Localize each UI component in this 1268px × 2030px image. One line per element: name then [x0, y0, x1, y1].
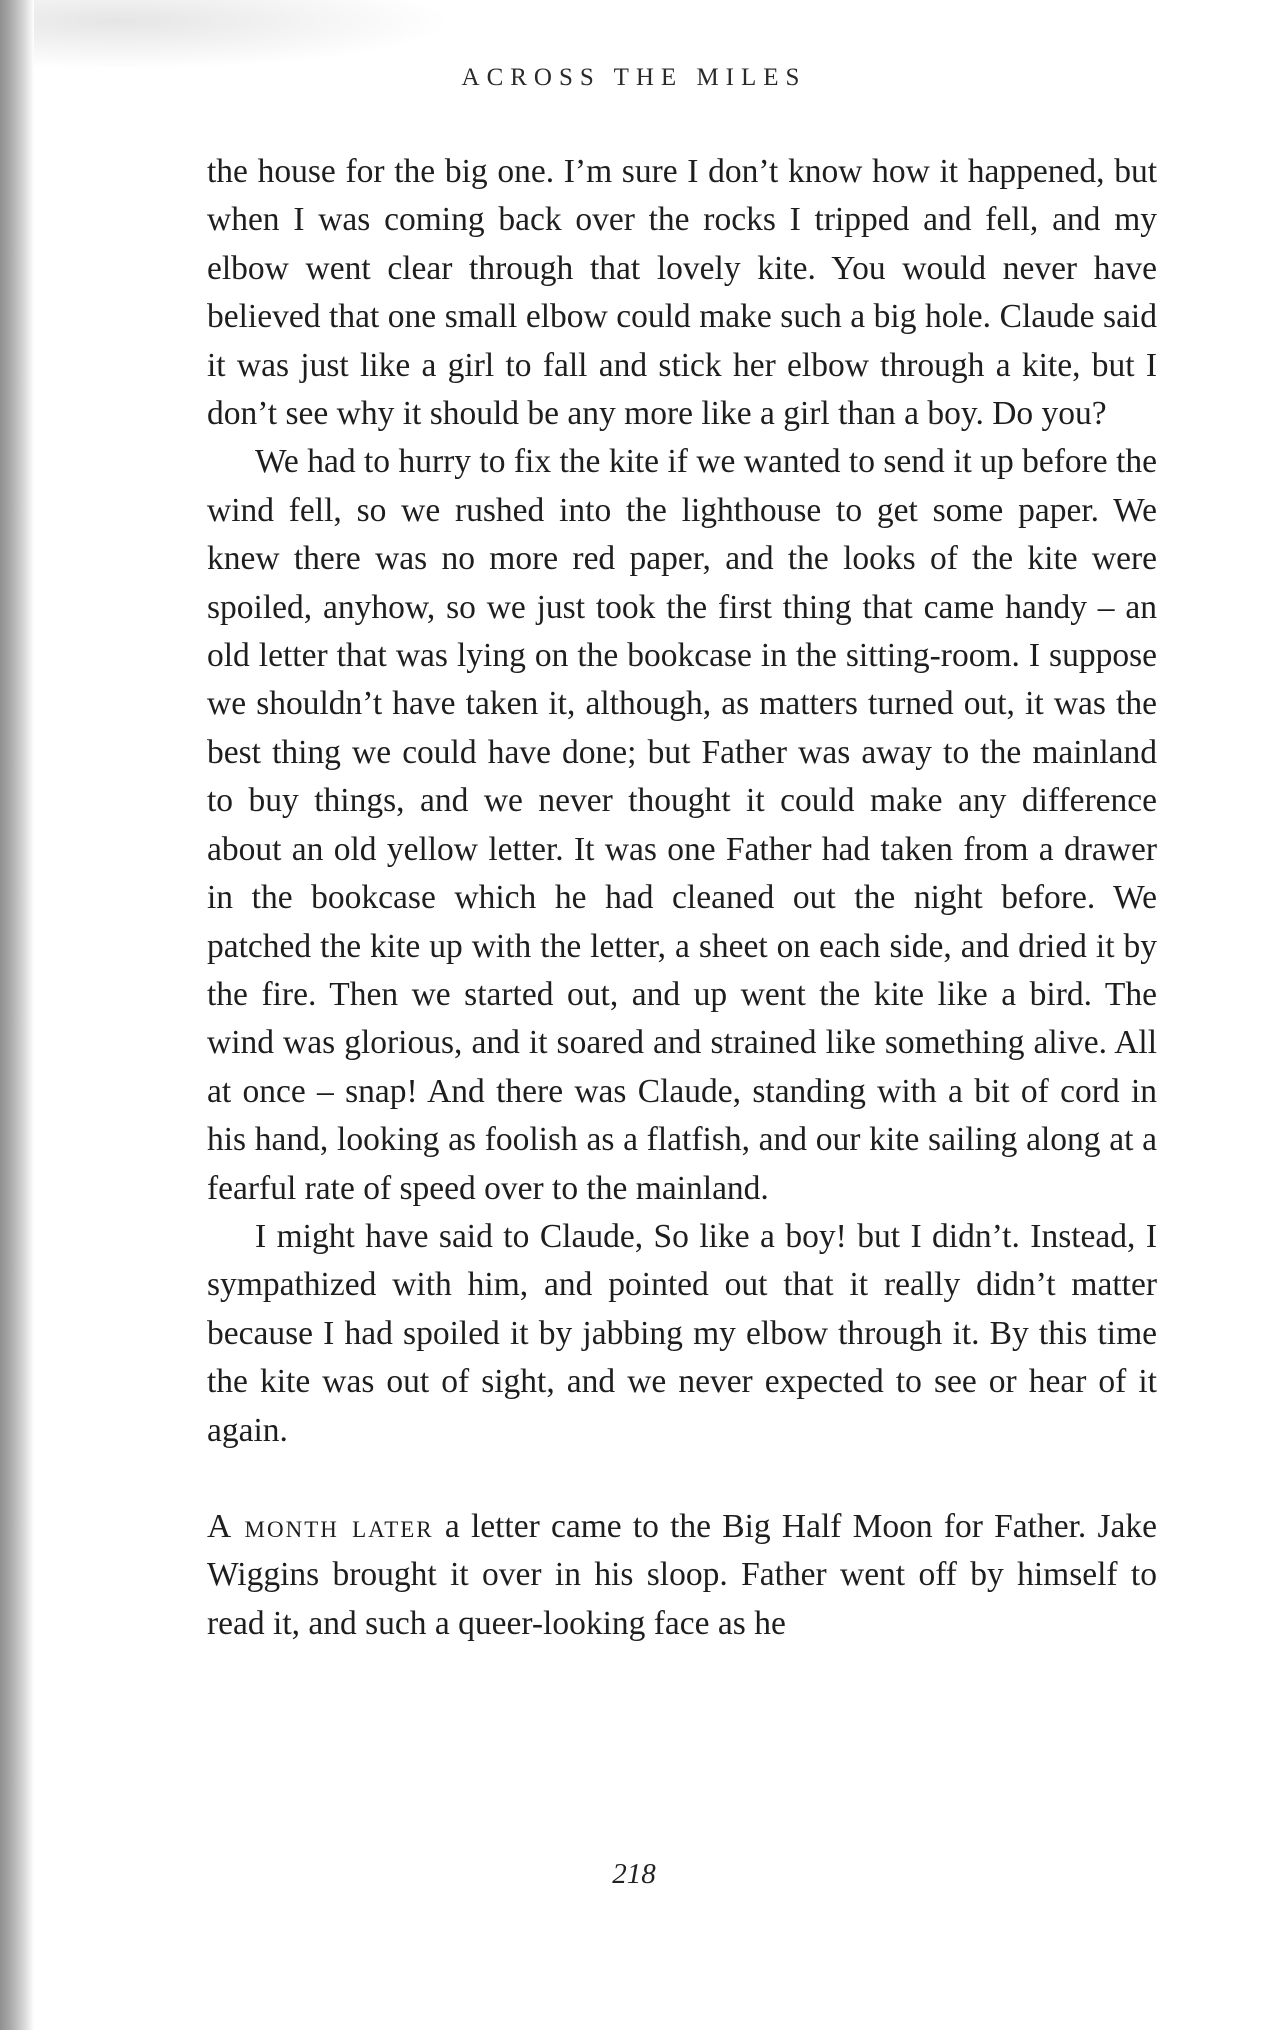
section-lead-in: A month later	[207, 1507, 434, 1545]
section-text: a letter came to the Big Half Moon for Father. Jake Wiggins brought it over in his sloop. Father went off by himself to read it, and such a queer-looking face as he	[207, 1507, 1157, 1642]
paragraph-3: I might have said to Claude, So like a boy! but I didn’t. Instead, I sympathized with him, and pointed out that it really didn’t matter because I had spoiled it by jabbing my elbow through it. By this time the kite was out of sight, and we never expected to see or hear of it again.	[207, 1217, 1157, 1449]
paragraph-1: the house for the big one. I’m sure I don’t know how it happened, but when I was coming back over the rocks I tripped and fell, and my elbow went clear through that lovely kite. You would never have believed that one small elbow could make such a big hole. Claude said it was just like a girl to fall and stick her elbow through a kite, but I don’t see why it should be any more like a girl than a boy. Do you?	[207, 153, 1157, 433]
scan-speckle	[34, 0, 454, 70]
scan-spine-shadow	[0, 0, 34, 2030]
running-head: ACROSS THE MILES	[461, 64, 807, 91]
page-number: 218	[612, 1858, 656, 1890]
paragraph-2: We had to hurry to fix the kite if we wanted to send it up before the wind fell, so we rushed into the lighthouse to get some paper. We knew there was no more red paper, and the looks of the kite were spoiled, anyhow, so we just took the first thing that came handy – an old letter that was lying on the bookcase in the sitting-room. I suppose we shouldn’t have taken it, although, as matters turned out, it was the best thing we could have done; but Father was away to the mainland to buy things, and we never thought it could make any difference about an old yellow letter. It was one Father had taken from a drawer in the bookcase which he had cleaned out the night before. We patched the kite up with the letter, a sheet on each side, and dried it by the fire. Then we started out, and up went the kite like a bird. The wind was glorious, and it soared and strained like something alive. All at once – snap! And there was Claude, standing with a bit of cord in his hand, looking as foolish as a flatfish, and our kite sailing along at a fearful rate of speed over to the mainland.	[207, 443, 1157, 1207]
section-paragraph	[207, 1503, 1157, 1648]
body-text	[207, 148, 1157, 1648]
